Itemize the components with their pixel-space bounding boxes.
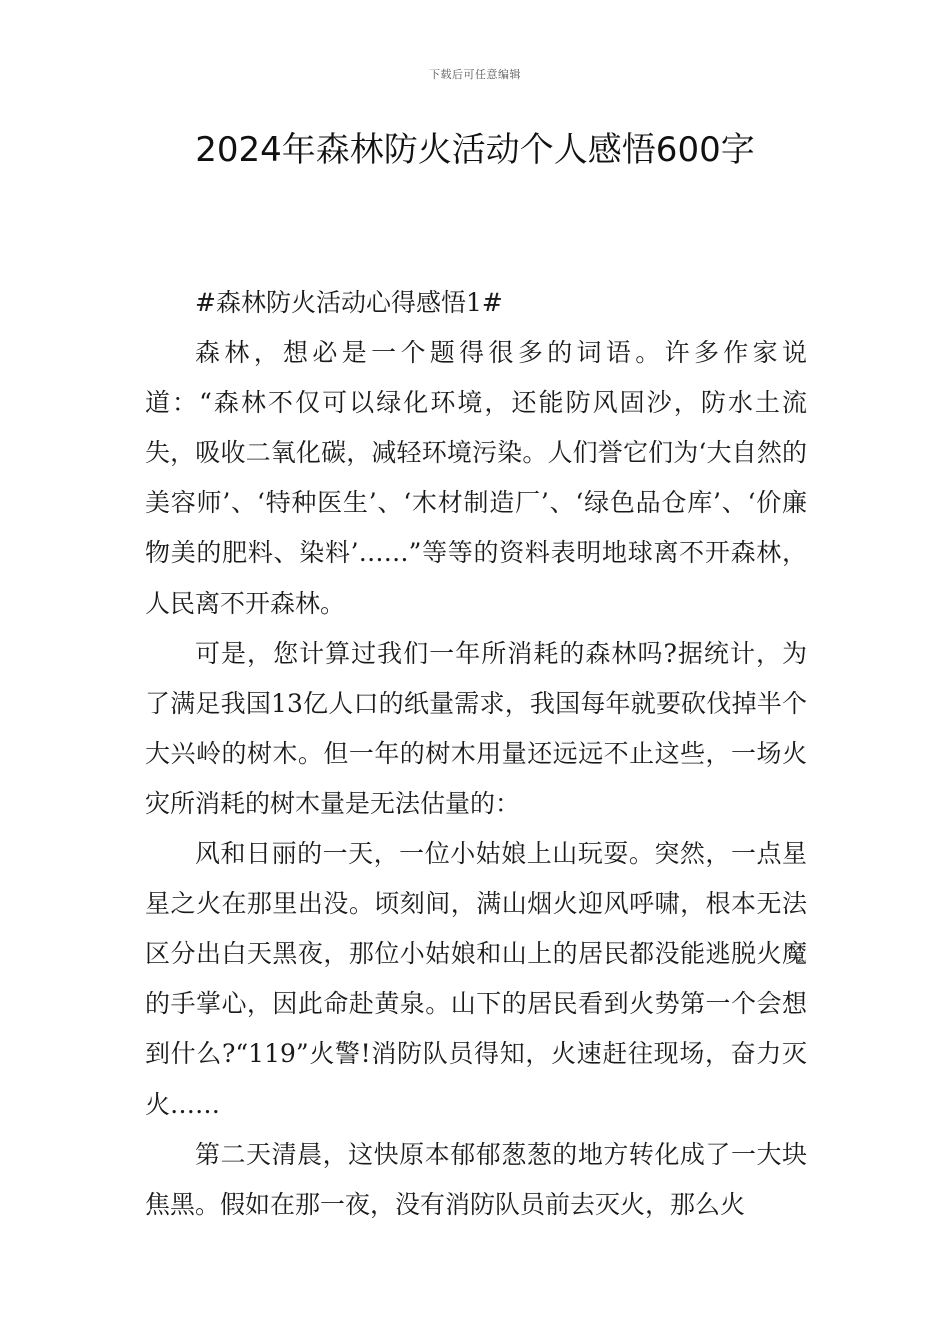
section-heading: #森林防火活动心得感悟1# xyxy=(195,288,503,317)
paragraph-3: 风和日丽的一天，一位小姑娘上山玩耍。突然，一点星星之火在那里出没。顷刻间，满山烟火迎风呼啸，根本无法区分出白天黑夜，那位小姑娘和山上的居民都没能逃脱火魔的手掌心，因此命赴黄泉。山下的居民看到火势第一个会想到什么?“119”火警!消防队员得知，火速赶往现场，奋力灭火…… xyxy=(145,839,807,1119)
download-note: 下载后可任意编辑 xyxy=(429,68,521,81)
paragraph-4: 第二天清晨，这快原本郁郁葱葱的地方转化成了一大块焦黑。假如在那一夜，没有消防队员前去灭火，那么火 xyxy=(145,1139,807,1219)
document-body xyxy=(145,278,807,1230)
paragraph-2: 可是，您计算过我们一年所消耗的森林吗?据统计，为了满足我国13亿人口的纸量需求，我国每年就要砍伐掉半个大兴岭的树木。但一年的树木用量还远远不止这些，一场火灾所消耗的树木量是无法估量的： xyxy=(145,638,807,818)
paragraph-1: 森林，想必是一个题得很多的词语。许多作家说道：“森林不仅可以绿化环境，还能防风固沙，防水土流失，吸收二氧化碳，减轻环境污染。人们誉它们为‘大自然的美容师’、‘特种医生’、‘木材制造厂’、‘绿色品仓库’、‘价廉物美的肥料、染料’……”等等的资料表明地球离不开森林，人民离不开森林。 xyxy=(145,338,807,618)
document-title: 2024年森林防火活动个人感悟600字 xyxy=(195,130,755,170)
